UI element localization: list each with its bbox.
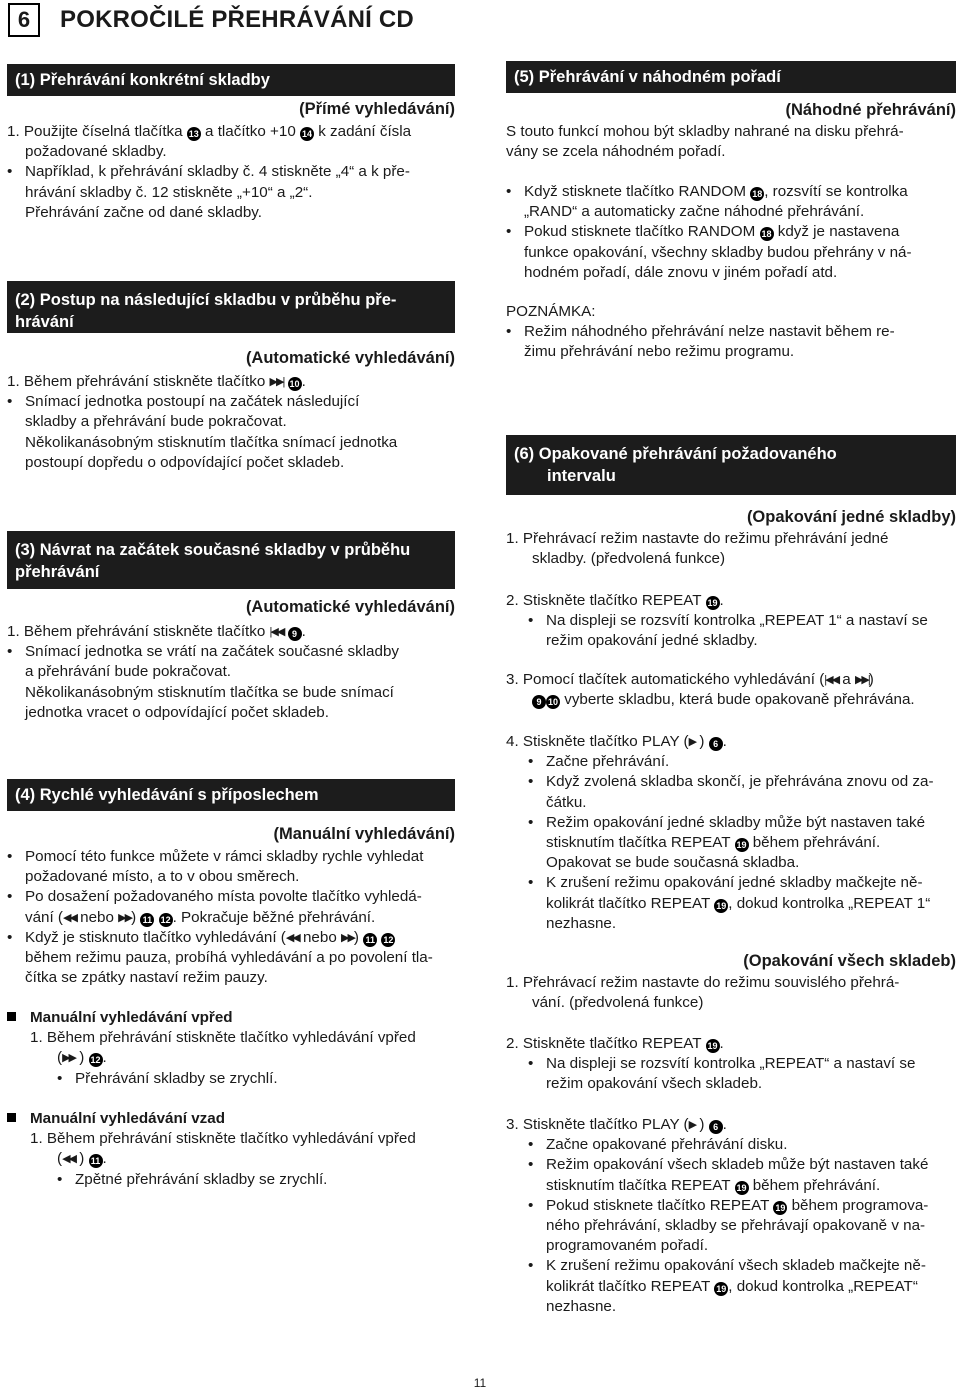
bullet-item: • Na displeji se rozsvítí kontrolka „REPEAT“ a nastaví se xyxy=(506,1054,956,1074)
text-line: Opakovat se bude současná skladba. xyxy=(546,854,800,872)
bullet-item: • Pokud stisknete tlačítko RANDOM 18 když je nastavena xyxy=(506,222,956,242)
circled-number-badge: 19 xyxy=(716,1283,727,1294)
bullet-item: • Když stisknete tlačítko RANDOM 18 , rozsvítí se kontrolka xyxy=(506,182,956,202)
section-2-title-line1: (2) Postup na následující skladbu v průběhu pře- xyxy=(15,291,397,309)
text-line: vání. (předvolená funkce) xyxy=(532,994,704,1012)
forward-search-heading: Manuální vyhledávání vpřed xyxy=(7,1008,455,1028)
repeat-all-step-2 xyxy=(506,1034,956,1095)
text-line: skladby. (předvolená funkce) xyxy=(532,550,726,568)
step-3: 3. Pomocí tlačítek automatického vyhledávání (|◀◀ a ▶▶|) xyxy=(506,670,956,690)
page-number: 11 xyxy=(473,1376,487,1390)
skip-prev-icon: |◀◀ xyxy=(269,626,284,638)
circled-number-badge: 12 xyxy=(90,1055,101,1066)
circled-number-badge: 9 xyxy=(288,627,302,641)
section-4-body xyxy=(7,847,455,988)
circled-number-badge: 18 xyxy=(761,229,772,240)
text-line: čítka se zpátky nastaví režim pauzy. xyxy=(25,969,268,987)
section-3-subtitle: (Automatické vyhledávání) xyxy=(245,598,455,616)
text-line: skladby a přehrávání bude pokračovat. xyxy=(25,413,287,431)
square-bullet-icon xyxy=(7,1113,16,1122)
repeat-all-step-1 xyxy=(506,973,956,1013)
circled-number-badge: 11 xyxy=(89,1154,103,1168)
circled-number-badge: 19 xyxy=(736,840,747,851)
reverse-search-heading: Manuální vyhledávání vzad xyxy=(7,1109,455,1129)
rewind-icon: ◀◀ xyxy=(62,911,76,924)
text-line: hodném pořadí, dále znovu v jiném pořadí atd. xyxy=(524,263,838,281)
text-line: požadované místo, a to v obou směrech. xyxy=(25,868,300,886)
repeat-one-step-1 xyxy=(506,529,956,569)
forward-search-block xyxy=(7,1008,455,1089)
section-6-header xyxy=(506,435,956,495)
bullet-item: • Například, k přehrávání skladby č. 4 stiskněte „4“ a k pře- xyxy=(7,162,455,182)
text-line: nezhasne. xyxy=(546,914,617,932)
text-line: čátku. xyxy=(546,793,587,811)
circled-number-badge: 6 xyxy=(709,1120,723,1134)
section-6-title-line2: intervalu xyxy=(547,467,616,485)
text-line: žimu přehrávání nebo režimu programu. xyxy=(524,343,795,361)
step-1: 1. Přehrávací režim nastavte do režimu souvislého přehrá- xyxy=(506,974,900,991)
section-4-header xyxy=(7,779,455,811)
fast-forward-icon: ▶▶ xyxy=(118,911,132,924)
text-line: funkce opakování, všechny skladby budou přehrány v ná- xyxy=(524,243,912,261)
section-5-title: (5) Přehrávání v náhodném pořadí xyxy=(514,68,781,86)
text-line: S touto funkcí mohou být skladby nahrané na disku přehrá- xyxy=(506,123,904,140)
section-1-subtitle: (Přímé vyhledávání) xyxy=(299,100,455,118)
bullet-item: • Pomocí této funkce můžete v rámci skladby rychle vyhledat xyxy=(7,847,455,867)
square-bullet-icon xyxy=(7,1012,16,1021)
text-line: režim opakování všech skladeb. xyxy=(546,1075,763,1093)
bullet-item: • Režim opakování jedné skladby může být nastaven také xyxy=(506,813,956,833)
section-1-title: (1) Přehrávání konkrétní skladby xyxy=(15,71,270,89)
text-line: vání (◀◀ nebo ▶▶) 11 12 . Pokračuje běžné přehrávání. xyxy=(7,908,455,928)
step-2: 2. Stiskněte tlačítko REPEAT 19 . xyxy=(506,1035,724,1052)
text-line: Přehrávání začne od dané skladby. xyxy=(25,203,262,221)
play-icon: ▶ xyxy=(688,736,696,748)
section-6-title-line1: (6) Opakované přehrávání požadovaného xyxy=(514,445,837,463)
circled-number-badge: 19 xyxy=(707,1041,718,1051)
bullet-item: • Začne opakované přehrávání disku. xyxy=(506,1135,956,1155)
section-5-subtitle: (Náhodné přehrávání) xyxy=(785,101,956,119)
bullet-item: • Režim opakování všech skladeb může být nastaven také xyxy=(506,1155,956,1175)
skip-prev-icon: |◀◀ xyxy=(824,674,839,686)
text-line: kolikrát tlačítko REPEAT 19 , dokud kontrolka „REPEAT 1“ xyxy=(546,894,931,912)
text-line: ného přehrávání, skladby se přehrávají opakovaně v na- xyxy=(546,1217,926,1235)
chapter-number: 6 xyxy=(8,3,40,37)
text-line: během režimu pauza, probíhá vyhledávání a po povolení tla- xyxy=(25,949,433,967)
circled-number-badge: 18 xyxy=(752,189,763,199)
bullet-item: • K zrušení režimu opakování jedné skladby mačkejte ně- xyxy=(506,873,956,893)
section-5-body xyxy=(506,122,956,162)
step-4: 4. Stiskněte tlačítko PLAY (▶ ) 6 . xyxy=(506,732,956,752)
bullet-item: • Na displeji se rozsvítí kontrolka „REPEAT 1“ a nastaví se xyxy=(506,611,956,631)
repeat-all-step-3 xyxy=(506,1115,956,1317)
section-3-header xyxy=(7,531,455,589)
skip-next-icon: ▶▶| xyxy=(854,674,869,686)
fast-forward-icon: ▶▶ xyxy=(341,931,354,944)
note-block xyxy=(506,302,956,363)
step-1: 1. Přehrávací režim nastavte do režimu přehrávání jedné xyxy=(506,530,889,547)
text-line: nezhasne. xyxy=(546,1297,617,1315)
circled-number-badge: 12 xyxy=(160,914,171,925)
circled-number-badge: 12 xyxy=(383,934,394,945)
step-1: 1. Během přehrávání stiskněte tlačítko ▶▶| 10 . xyxy=(7,372,455,392)
text-line: 9 10 vyberte skladbu, která bude opakovaně přehrávána. xyxy=(506,690,956,710)
bullet-item: • Po dosažení požadovaného místa povolte tlačítko vyhledá- xyxy=(7,887,455,907)
bullet-item: • Když zvolená skladba skončí, je přehrávána znovu od za- xyxy=(506,772,956,792)
bullet-item: • K zrušení režimu opakování všech skladeb mačkejte ně- xyxy=(506,1256,956,1276)
bullet-item: • Pokud stisknete tlačítko REPEAT 19 během programova- xyxy=(506,1196,956,1216)
text-line: (▶▶ ) 12 . xyxy=(7,1048,455,1068)
text-line: (◀◀ ) 11 . xyxy=(7,1149,455,1169)
section-3-title-line2: přehrávání xyxy=(15,563,100,581)
section-4-title: (4) Rychlé vyhledávání s příposlechem xyxy=(15,786,319,804)
circled-number-badge: 6 xyxy=(709,737,723,751)
section-2-subtitle: (Automatické vyhledávání) xyxy=(245,349,455,367)
bullet-item: • Když je stisknuto tlačítko vyhledávání (◀◀ nebo ▶▶) 11 12 xyxy=(7,928,455,948)
circled-number-badge: 11 xyxy=(363,933,377,947)
text-line: vány se zcela náhodném pořadí. xyxy=(506,143,726,161)
chapter-title: POKROČILÉ PŘEHRÁVÁNÍ CD xyxy=(60,6,414,33)
text-line: režim opakování jedné skladby. xyxy=(546,632,758,650)
step-1: 1. Použijte číselná tlačítka 13 a tlačítko +10 14 k zadání čísla xyxy=(7,123,412,140)
repeat-one-step-2 xyxy=(506,591,956,652)
note-heading: POZNÁMKA: xyxy=(506,303,596,320)
skip-next-icon: ▶▶| xyxy=(269,376,284,388)
section-1-body xyxy=(7,122,455,223)
reverse-search-block xyxy=(7,1109,455,1190)
circled-number-badge: 14 xyxy=(302,129,313,139)
step-1: 1. Během přehrávání stiskněte tlačítko vyhledávání vpřed xyxy=(30,1029,416,1047)
circled-number-badge: 19 xyxy=(775,1202,786,1213)
section-2-header xyxy=(7,281,455,333)
fast-forward-icon: ▶▶ xyxy=(62,1052,75,1065)
circled-number-badge: 19 xyxy=(707,598,718,608)
bullet-item: • Snímací jednotka se vrátí na začátek současné skladby xyxy=(7,642,455,662)
text-line: „RAND“ a automaticky začne náhodné přehrávání. xyxy=(524,203,865,221)
section-1-header xyxy=(7,64,455,96)
repeat-one-step-4 xyxy=(506,732,956,934)
circled-number-badge: 10 xyxy=(547,697,558,708)
bullet-item: • Začne přehrávání. xyxy=(506,752,956,772)
repeat-one-subtitle: (Opakování jedné skladby) xyxy=(746,508,956,526)
step-2: 2. Stiskněte tlačítko REPEAT 19 . xyxy=(506,592,724,609)
step-1: 1. Během přehrávání stiskněte tlačítko |◀◀ 9 . xyxy=(7,622,455,642)
rewind-icon: ◀◀ xyxy=(285,931,299,944)
circled-number-badge: 19 xyxy=(716,900,727,911)
text-line: Několikanásobným stisknutím tlačítka se bude snímací xyxy=(25,683,394,701)
section-2-body xyxy=(7,372,455,473)
text-line: Několikanásobným stisknutím tlačítka snímací jednotka xyxy=(25,433,398,451)
circled-number-badge: 10 xyxy=(289,379,300,389)
text-line: a přehrávání bude pokračovat. xyxy=(25,663,232,681)
text-line: stisknutím tlačítka REPEAT 19 během přehrávání. xyxy=(546,834,881,852)
section-4-subtitle: (Manuální vyhledávání) xyxy=(273,825,455,843)
circled-number-badge: 11 xyxy=(140,913,154,927)
text-line: programovaném pořadí. xyxy=(546,1237,709,1255)
text-line: kolikrát tlačítko REPEAT 19 , dokud kontrolka „REPEAT“ xyxy=(546,1277,918,1295)
section-3-body xyxy=(7,622,455,723)
section-5-header xyxy=(506,61,956,93)
step-1: 1. Během přehrávání stiskněte tlačítko vyhledávání vpřed xyxy=(30,1130,416,1148)
bullet-item: • Zpětné přehrávání skladby se zrychlí. xyxy=(7,1170,455,1190)
section-5-bullets xyxy=(506,182,956,283)
play-icon: ▶ xyxy=(688,1119,696,1131)
text-line: postoupí dopředu o odpovídající počet skladeb. xyxy=(25,453,345,471)
repeat-one-step-3 xyxy=(506,670,956,710)
section-3-title-line1: (3) Návrat na začátek současné skladby v průběhu xyxy=(15,541,411,559)
circled-number-badge: 13 xyxy=(188,129,199,139)
bullet-item: • Přehrávání skladby se zrychlí. xyxy=(7,1069,455,1089)
circled-number-badge: 9 xyxy=(532,695,546,709)
circled-number-badge: 19 xyxy=(736,1182,747,1193)
step-3: 3. Stiskněte tlačítko PLAY (▶ ) 6 . xyxy=(506,1115,956,1135)
bullet-item: • Režim náhodného přehrávání nelze nastavit během re- xyxy=(506,322,956,342)
text-line: stisknutím tlačítka REPEAT 19 během přehrávání. xyxy=(546,1176,881,1194)
bullet-item: • Snímací jednotka postoupí na začátek následující xyxy=(7,392,455,412)
text-line: požadované skladby. xyxy=(25,143,167,161)
section-2-title-line2: hrávání xyxy=(15,313,74,331)
rewind-icon: ◀◀ xyxy=(62,1153,75,1166)
repeat-all-subtitle: (Opakování všech skladeb) xyxy=(743,952,956,970)
text-line: jednotka vracet o odpovídající počet skladeb. xyxy=(25,703,329,721)
text-line: hrávání skladby č. 12 stiskněte „+10“ a „2“. xyxy=(25,183,313,201)
